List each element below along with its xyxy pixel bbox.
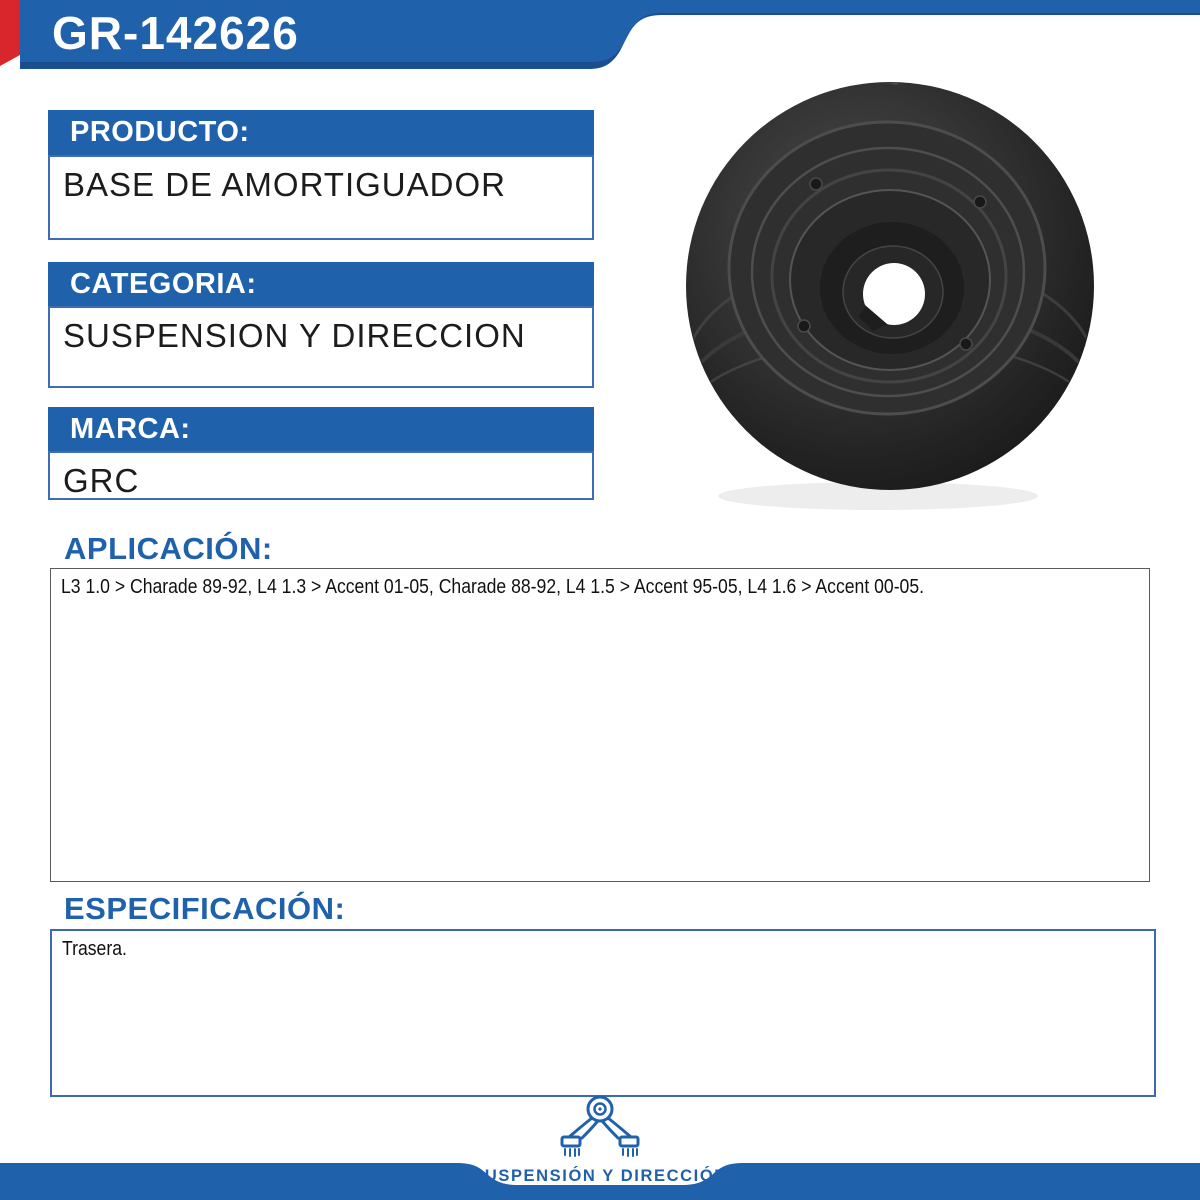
especificacion-text: Trasera. [62,938,127,960]
product-photo-svg [668,76,1106,516]
field-categoria [48,262,594,388]
field-producto-label: PRODUCTO: [48,110,594,155]
field-marca [48,407,594,500]
section-title-especificacion: ESPECIFICACIÓN: [64,891,346,926]
especificacion-box [50,929,1156,1097]
field-categoria-value: SUSPENSION Y DIRECCION [48,306,594,388]
aplicacion-text: L3 1.0 > Charade 89-92, L4 1.3 > Accent 01-05, Charade 88-92, L4 1.5 > Accent 95-05, L4 1.6 > Accent 00-05. [61,576,925,598]
part-number: GR-142626 [52,7,299,59]
field-producto [48,110,594,240]
section-title-aplicacion: APLICACIÓN: [64,531,273,566]
control-arm-icon [552,1094,648,1162]
field-marca-value: GRC [48,451,594,500]
field-categoria-label: CATEGORIA: [48,262,594,306]
field-marca-label: MARCA: [48,407,594,451]
footer-tagline: SUSPENSIÓN Y DIRECCIÓN [472,1167,728,1185]
red-ribbon [0,0,20,66]
shock-absorber-mount-photo [668,76,1106,516]
field-producto-value: BASE DE AMORTIGUADOR [48,155,594,240]
aplicacion-box [50,568,1150,882]
